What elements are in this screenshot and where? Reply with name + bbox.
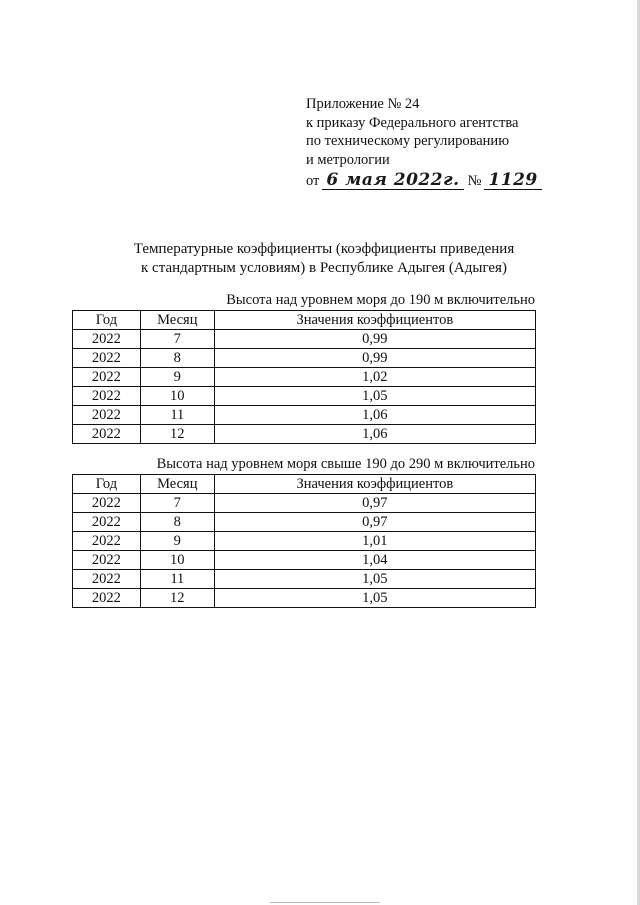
cell-year: 2022 — [73, 494, 141, 513]
cell-year: 2022 — [73, 570, 141, 589]
header-coefficient: Значения коэффициентов — [214, 311, 535, 330]
header-month: Месяц — [140, 475, 214, 494]
cell-year: 2022 — [73, 425, 141, 444]
cell-month: 10 — [140, 387, 214, 406]
document-title — [0, 240, 640, 278]
cell-year: 2022 — [73, 387, 141, 406]
number-label: № — [467, 172, 482, 189]
cell-year: 2022 — [73, 368, 141, 387]
cell-coefficient: 1,06 — [214, 406, 535, 425]
table-row — [73, 494, 536, 513]
cell-year: 2022 — [73, 513, 141, 532]
table-1-caption: Высота над уровнем моря до 190 м включительно — [226, 292, 535, 308]
cell-year: 2022 — [73, 551, 141, 570]
header-month: Месяц — [140, 311, 214, 330]
cell-coefficient: 1,06 — [214, 425, 535, 444]
appendix-header — [306, 95, 542, 190]
cell-year: 2022 — [73, 330, 141, 349]
cell-coefficient: 1,02 — [214, 368, 535, 387]
title-line-1: Температурные коэффициенты (коэффициенты приведения — [133, 241, 515, 257]
cell-month: 11 — [140, 406, 214, 425]
cell-month: 10 — [140, 551, 214, 570]
title-line-2: к стандартным условиям) в Республике Адыгея (Адыгея) — [141, 260, 507, 276]
table-row — [73, 406, 536, 425]
table-row — [73, 589, 536, 608]
cell-year: 2022 — [73, 406, 141, 425]
cell-month: 11 — [140, 570, 214, 589]
cell-year: 2022 — [73, 532, 141, 551]
header-year: Год — [73, 475, 141, 494]
order-date-line — [306, 171, 542, 190]
cell-coefficient: 1,05 — [214, 387, 535, 406]
cell-year: 2022 — [73, 589, 141, 608]
handwritten-date: 6 мая 2022г. — [322, 171, 463, 190]
table-row — [73, 551, 536, 570]
table-row — [73, 425, 536, 444]
coefficients-table-1 — [72, 310, 536, 444]
table-row — [73, 513, 536, 532]
appendix-line: к приказу Федерального агентства — [306, 114, 519, 131]
cell-year: 2022 — [73, 349, 141, 368]
table-row — [73, 330, 536, 349]
from-label: от — [306, 172, 320, 189]
cell-month: 12 — [140, 425, 214, 444]
table-row — [73, 532, 536, 551]
appendix-line: и метрологии — [306, 151, 390, 168]
cell-coefficient: 1,01 — [214, 532, 535, 551]
cell-coefficient: 1,05 — [214, 589, 535, 608]
handwritten-order-number: 1129 — [484, 171, 541, 190]
cell-coefficient: 0,99 — [214, 330, 535, 349]
cell-month: 12 — [140, 589, 214, 608]
table-row — [73, 349, 536, 368]
header-coefficient: Значения коэффициентов — [214, 475, 535, 494]
cell-month: 7 — [140, 330, 214, 349]
coefficients-table-2 — [72, 474, 536, 608]
table-2-caption: Высота над уровнем моря свыше 190 до 290 м включительно — [156, 456, 535, 472]
cell-coefficient: 0,97 — [214, 494, 535, 513]
table-header-row — [73, 311, 536, 330]
cell-month: 8 — [140, 349, 214, 368]
cell-coefficient: 1,04 — [214, 551, 535, 570]
table-header-row — [73, 475, 536, 494]
cell-coefficient: 1,05 — [214, 570, 535, 589]
cell-coefficient: 0,97 — [214, 513, 535, 532]
appendix-line: по техническому регулированию — [306, 133, 510, 149]
cell-month: 7 — [140, 494, 214, 513]
scan-mark — [270, 902, 380, 903]
cell-month: 8 — [140, 513, 214, 532]
table-row — [73, 387, 536, 406]
cell-month: 9 — [140, 532, 214, 551]
cell-month: 9 — [140, 368, 214, 387]
appendix-line: Приложение № 24 — [306, 96, 420, 112]
table-row — [73, 368, 536, 387]
table-row — [73, 570, 536, 589]
cell-coefficient: 0,99 — [214, 349, 535, 368]
header-year: Год — [73, 311, 141, 330]
